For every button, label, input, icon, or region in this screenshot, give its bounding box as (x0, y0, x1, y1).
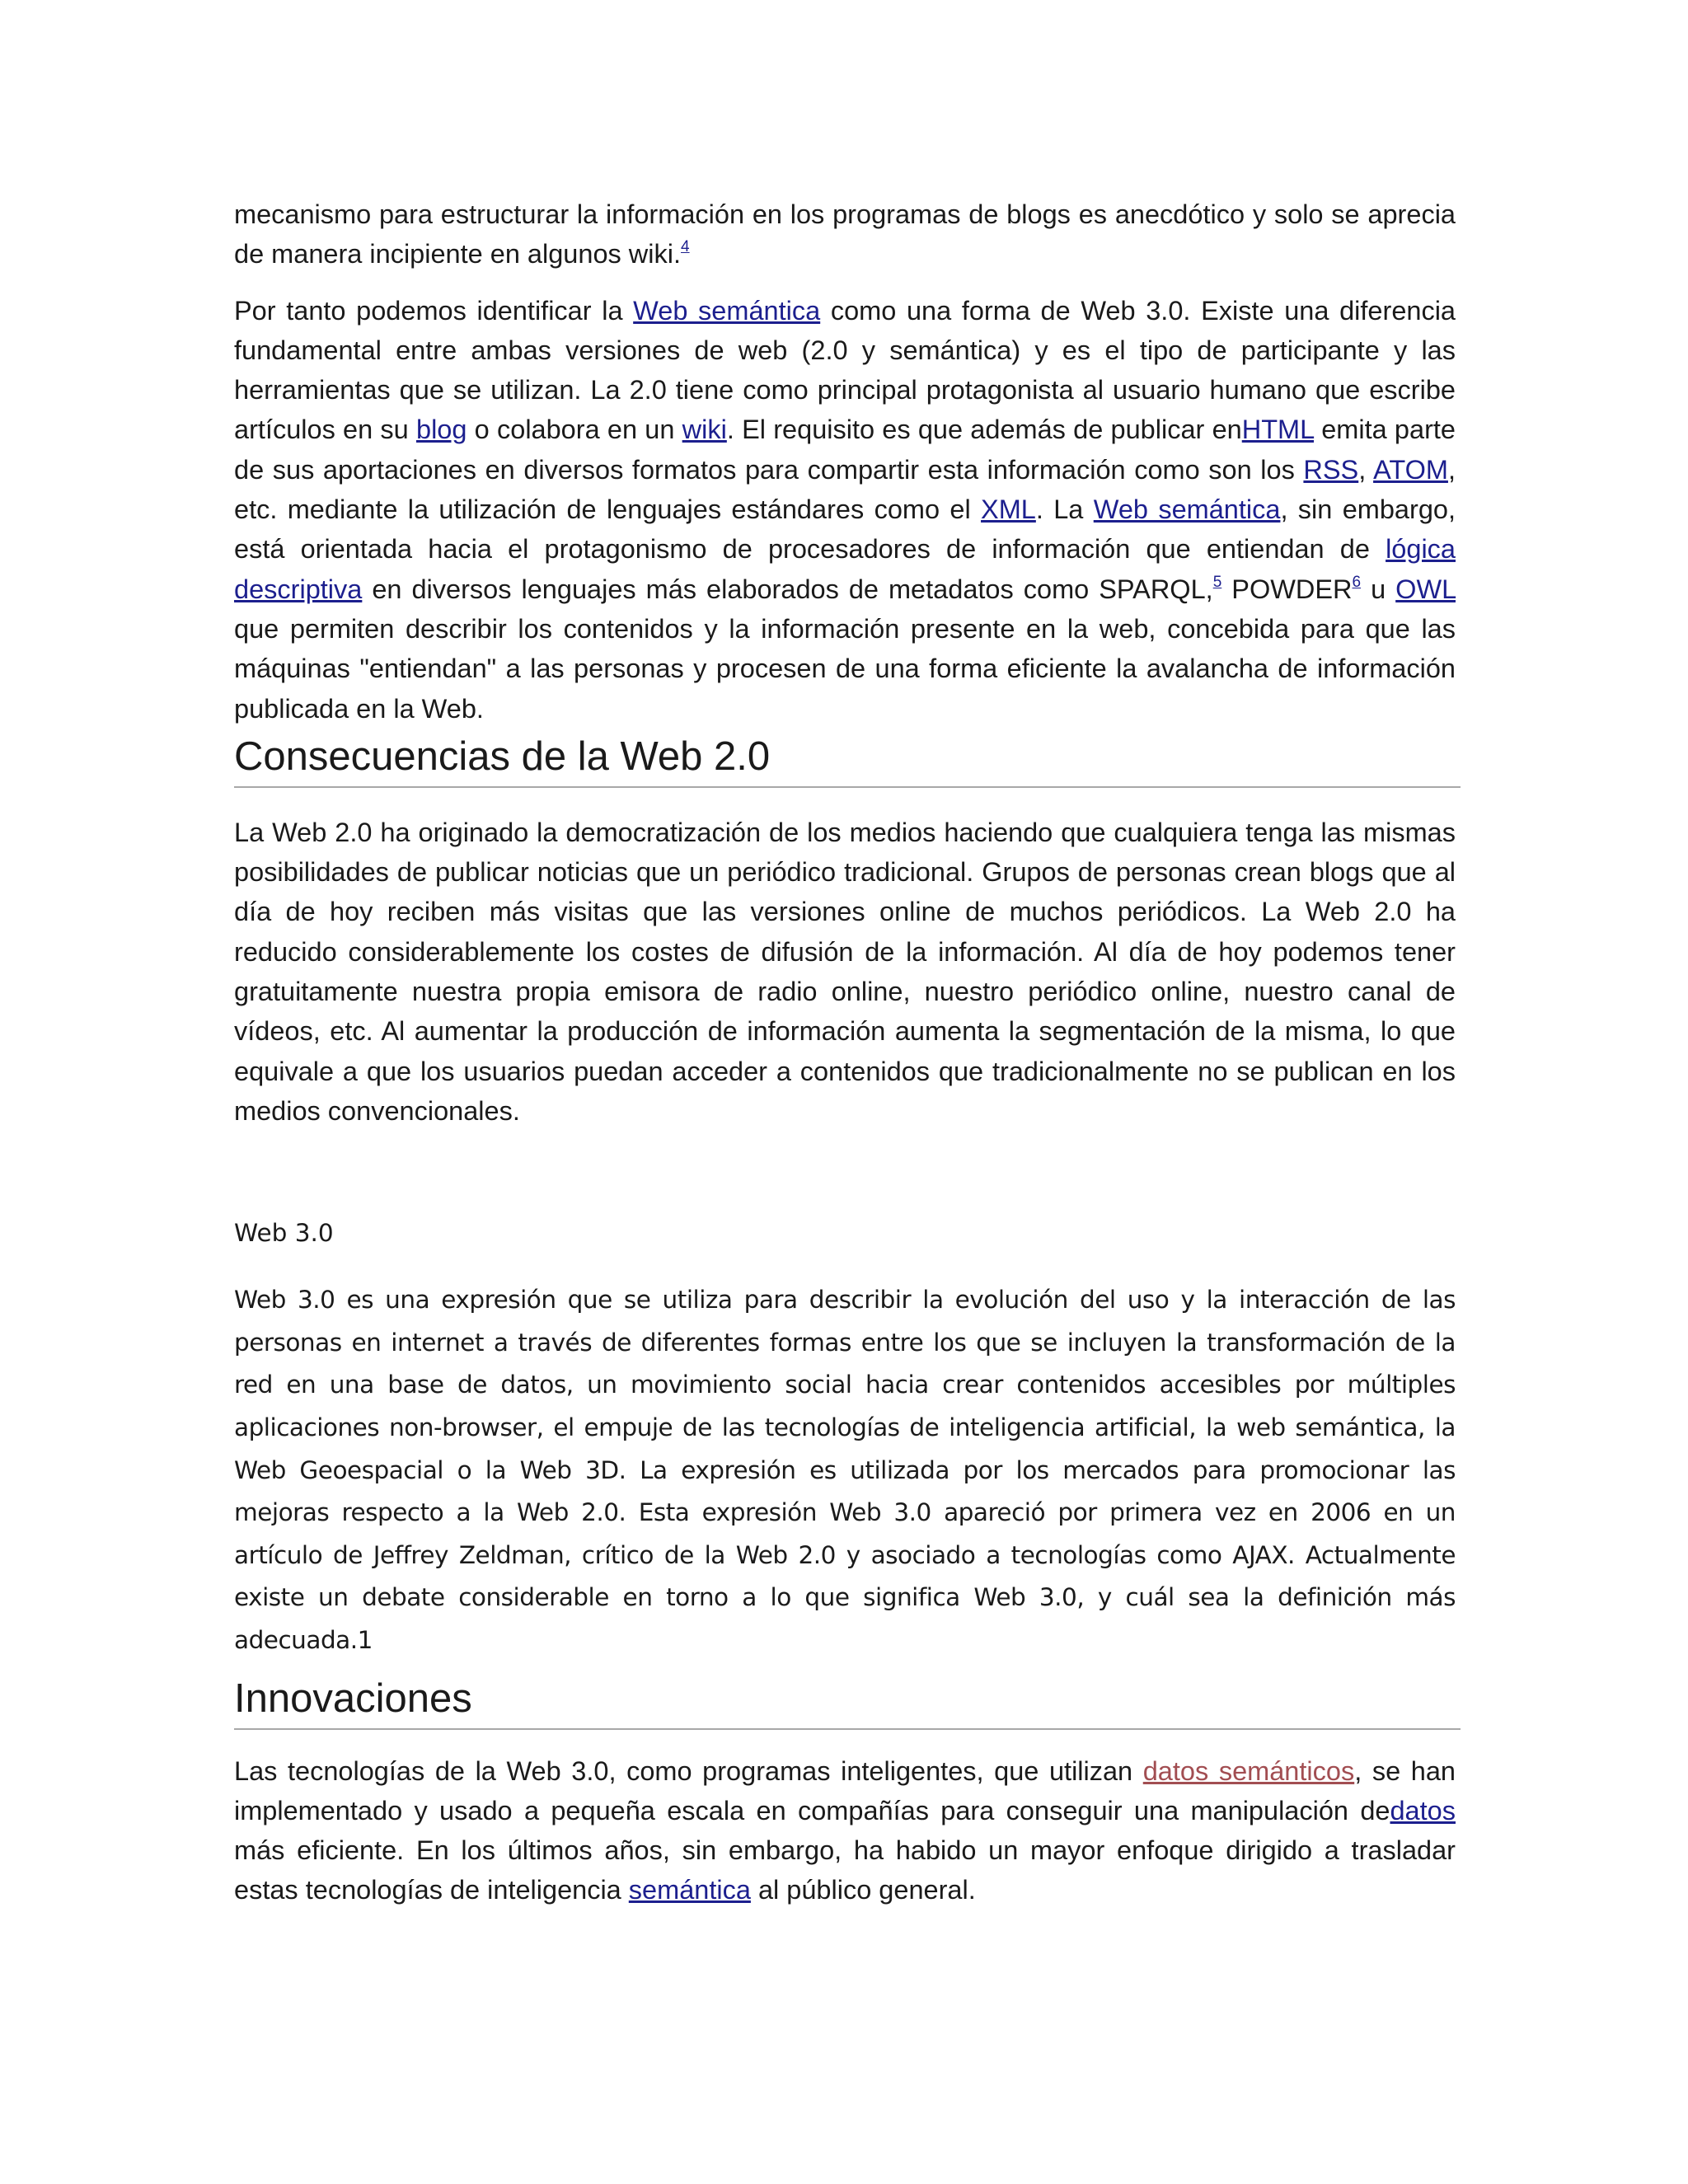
heading-web-3-0: Web 3.0 (234, 1219, 334, 1248)
heading-innovaciones: Innovaciones (234, 1674, 1461, 1730)
reference-5[interactable]: 5 (1212, 573, 1222, 591)
paragraph-innovaciones: Las tecnologías de la Web 3.0, como programas inteligentes, que utilizan datos semánticos, se han implementado y usado a pequeña escala en compañías para conseguir una manipulación dedatos más eficiente. En los últimos años, sin embargo, ha habido un mayor enfoque dirigido a trasladar estas tecnologías de inteligencia semántica al público general. (234, 1755, 1456, 1905)
link-owl[interactable]: OWL (1395, 574, 1456, 604)
paragraph-blogs-wiki: mecanismo para estructurar la información en los programas de blogs es anecdótico y solo se aprecia de manera incipiente en algunos wiki.$^4$ (234, 199, 1456, 269)
link-web-semantica-2[interactable]: Web semántica (1093, 494, 1281, 525)
link-atom[interactable]: ATOM (1373, 454, 1448, 485)
link-semantica[interactable]: semántica (628, 1875, 751, 1905)
link-rss[interactable]: RSS (1303, 454, 1359, 485)
paragraph-web-semantica: Por tanto podemos identificar la Web semántica como una forma de Web 3.0. Existe una diferencia fundamental entre ambas versiones de web (2.0 y semántica) y es el tipo de participante y las herramientas que se utilizan. La 2.0 tiene como principal protagonista al usuario humano que escribe artículos en su blog o colabora en un wiki. El requisito es que además de publicar enHTML emita parte de sus aportaciones en diversos formatos para compartir esta información como son los RSS, ATOM, etc. mediante la utilización de lenguajes estándares como el XML. La Web semántica, sin embargo, está orientada hacia el protagonismo de procesadores de información que entiendan de lógica descriptiva en diversos lenguajes más elaborados de metadatos como SPARQL,$^5$ POWDER$^6$ u OWL que permiten describir los contenidos y la información presente en la web, concebida para que las máquinas "entiendan" a las personas y procesen de una forma eficiente la avalancha de información publicada en la Web. (234, 295, 1456, 724)
link-blog[interactable]: blog (416, 415, 467, 445)
document-page (234, 194, 1456, 1910)
link-logica-descriptiva[interactable]: lógica descriptiva (234, 534, 1456, 604)
link-datos-semanticos[interactable]: datos semánticos (1142, 1755, 1355, 1786)
link-xml[interactable]: XML (981, 494, 1036, 525)
paragraph-consecuencias: La Web 2.0 ha originado la democratización de los medios haciendo que cualquiera tenga las mismas posibilidades de publicar noticias que un periódico tradicional. Grupos de personas crean blogs que al día de hoy reciben más visitas que las versiones online de muchos periódicos. La Web 2.0 ha reducido considerablemente los costes de difusión de la información. Al día de hoy podemos tener gratuitamente nuestra propia emisora de radio online, nuestro periódico online, nuestro canal de vídeos, etc. Al aumentar la producción de información aumenta la segmentación de la misma, lo que equivale a que los usuarios puedan acceder a contenidos que tradicionalmente no se publican en los medios convencionales. (234, 817, 1456, 1126)
link-html[interactable]: HTML (1241, 415, 1314, 445)
link-wiki[interactable]: wiki (682, 415, 727, 445)
heading-consecuencias: Consecuencias de la Web 2.0 (234, 732, 1461, 788)
link-web-semantica[interactable]: Web semántica (633, 295, 821, 326)
paragraph-web-3-0: Web 3.0 es una expresión que se utiliza para describir la evolución del uso y la interacción de las personas en internet a través de diferentes formas entre los que se incluyen la transformación de la red en una base de datos, un movimiento social hacia crear contenidos accesibles por múltiples aplicaciones non-browser, el empuje de las tecnologías de inteligencia artificial, la web semántica, la Web Geoespacial o la Web 3D. La expresión es utilizada por los mercados para promocionar las mejoras respecto a la Web 2.0. Esta expresión Web 3.0 apareció por primera vez en 2006 en un artículo de Jeffrey Zeldman, crítico de la Web 2.0 y asociado a tecnologías como AJAX. Actualmente existe un debate considerable en torno a lo que significa Web 3.0, y cuál sea la definición más adecuada.1 (234, 1286, 1456, 1654)
reference-4[interactable]: 4 (681, 238, 690, 256)
link-datos[interactable]: datos (1390, 1795, 1456, 1825)
reference-6[interactable]: 6 (1352, 573, 1362, 591)
